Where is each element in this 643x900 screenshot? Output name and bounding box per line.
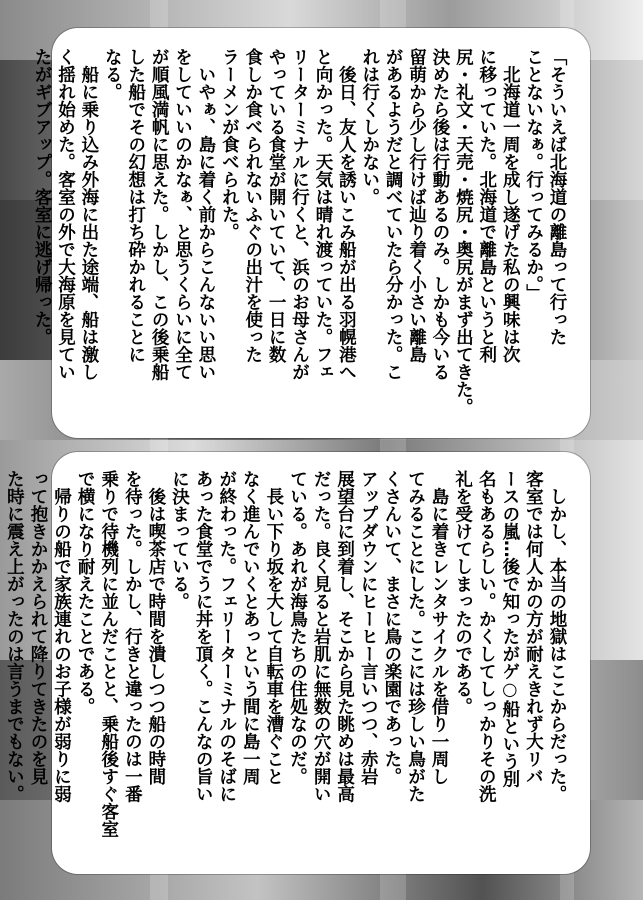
text-line: くさんいて、まさに鳥の楽園であった。 bbox=[381, 470, 402, 785]
text-line: 展望台に到着し、そこから見た眺めは最高 bbox=[334, 470, 355, 803]
text-line: した船でその幻想は打ち砕かれることに bbox=[125, 48, 146, 363]
text-line: リーターミナルに行くと、浜のお母さんが bbox=[289, 48, 310, 381]
text-line: をしていいのかなぁ、と思うくらいに全て bbox=[172, 48, 193, 381]
text-line: たがギブアップ。客室に逃げ帰った。 bbox=[32, 48, 53, 346]
text-line: に決まっている。 bbox=[169, 470, 190, 610]
text-line: いやぁ、島に着く前からこんないい思い bbox=[195, 48, 216, 381]
text-line: 船に乗り込み外海に出た途端、船は激し bbox=[78, 48, 99, 381]
text-line: と向かった。天気は晴れ渡っていた。フェ bbox=[312, 48, 333, 381]
text-line: しかし、本当の地獄はここからだった。 bbox=[547, 470, 567, 803]
text-line: 客室では何人かの方が耐えきれず大リバ bbox=[523, 470, 544, 785]
text-line: 礼を受けてしまったのである。 bbox=[452, 470, 473, 715]
text-line: ラーメンが食べられた。 bbox=[219, 48, 240, 241]
text-line: が順風満帆に思えた。しかし、この後乗船 bbox=[149, 48, 170, 381]
text-line: た時に震え上がったのは言うまでもない。 bbox=[4, 470, 25, 803]
text-line: で横になり耐えたことである。 bbox=[75, 470, 96, 715]
text-line: 名もあるらしい。かくしてしっかりその洗 bbox=[476, 470, 497, 803]
text-line: 乗りで待機列に並んだことと、乗船後すぐ客室 bbox=[98, 470, 119, 838]
text-line: に移っていた。北海道で離島というと利 bbox=[476, 48, 497, 363]
text-line: あった食堂でうに丼を頂く。こんなの旨い bbox=[193, 470, 214, 803]
text-line: ている。あれが海鳥たちの住処なのだ。 bbox=[287, 470, 308, 785]
text-line: ースの嵐…後で知ったがゲ○船という別 bbox=[499, 470, 520, 788]
text-line: く揺れ始めた。客室の外で大海原を見てい bbox=[55, 48, 76, 381]
text-line: だった。良く見ると岩肌に無数の穴が開い bbox=[311, 470, 332, 803]
text-line: 「そういえば北海道の離島って行った bbox=[547, 48, 567, 346]
text-line: ことないなぁ。行ってみるか。」 bbox=[523, 48, 544, 302]
text-line: 後日、友人を誘いこみ船が出る羽幌港へ bbox=[336, 48, 357, 381]
vertical-text-block-top bbox=[32, 48, 568, 420]
text-line: 決めたら後は行動あるのみ。しかも今いる bbox=[429, 48, 450, 381]
text-line: 食しか食べられないふぐの出汁を使った bbox=[242, 48, 263, 363]
text-line: があるようだと調べていたら分かった。こ bbox=[383, 48, 404, 381]
text-line: 島に着きレンタサイクルを借り一周し bbox=[429, 470, 450, 785]
text-line: が終わった。フェリーターミナルのそばに bbox=[216, 470, 237, 803]
text-panel-top bbox=[32, 28, 590, 438]
text-line: って抱きかかえられて降りてきたのを見 bbox=[27, 470, 48, 785]
text-line: アップダウンにヒーヒー言いつつ、赤岩 bbox=[358, 470, 379, 785]
text-line: を待った。しかし、行きと違ったのは一番 bbox=[122, 470, 143, 803]
text-line: 帰りの船で家族連れのお子様が弱りに弱 bbox=[51, 470, 72, 803]
text-line: 留萌から少し行けば辿り着く小さい離島 bbox=[406, 48, 427, 363]
text-panel-bottom bbox=[4, 452, 590, 874]
text-line: れは行くしかない。 bbox=[359, 48, 380, 206]
text-line: 後は喫茶店で時間を潰しつつ船の時間 bbox=[145, 470, 166, 785]
text-line: なる。 bbox=[102, 48, 123, 101]
text-line: なく進んでいくとあっという間に島一周 bbox=[240, 470, 261, 785]
vertical-text-block-bottom bbox=[4, 470, 568, 856]
text-line: てみることにした。ここには珍しい鳥がた bbox=[405, 470, 426, 803]
text-line: 北海道一周を成し遂げた私の興味は次 bbox=[500, 48, 521, 363]
text-line: 尻・礼文・天売・焼尻・奥尻がまず出てきた。 bbox=[453, 48, 474, 416]
text-line: やっている食堂が開いていて、一日に数 bbox=[266, 48, 287, 363]
text-line: 長い下り坂を大して自転車を漕ぐこと bbox=[263, 470, 284, 785]
